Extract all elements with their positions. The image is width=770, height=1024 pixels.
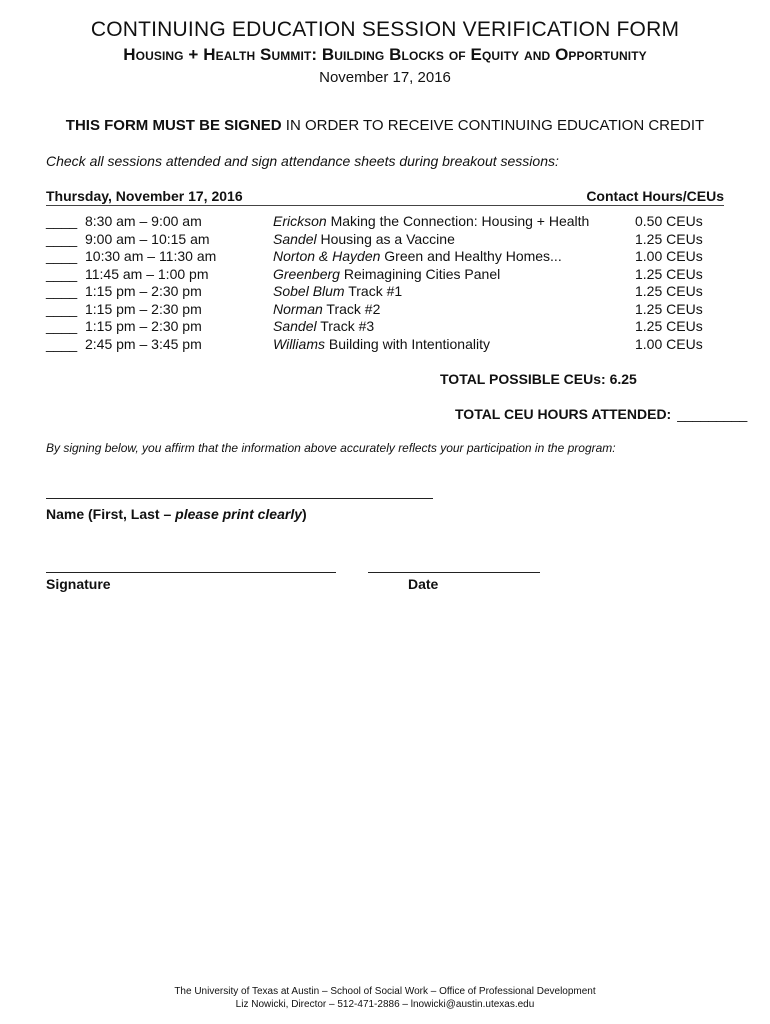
- session-title: [273, 336, 490, 352]
- session-name: Housing as a Vaccine: [316, 231, 455, 247]
- session-ceu: 1.00 CEUs: [635, 336, 703, 352]
- session-check-blank[interactable]: ____: [46, 318, 78, 334]
- session-row: [46, 266, 746, 283]
- session-time: 2:45 pm – 3:45 pm: [85, 336, 202, 352]
- session-title: [273, 283, 402, 299]
- session-check-blank[interactable]: ____: [46, 336, 78, 352]
- session-speaker: Greenberg: [273, 266, 340, 282]
- session-time: 11:45 am – 1:00 pm: [85, 266, 209, 282]
- session-name: Track #1: [344, 283, 403, 299]
- session-row: [46, 318, 746, 335]
- session-title: [273, 266, 500, 282]
- session-title: [273, 231, 455, 247]
- session-ceu: 1.25 CEUs: [635, 266, 703, 282]
- session-name: Track #2: [322, 301, 381, 317]
- footer-contact: Liz Nowicki, Director – 512-471-2886 – lnowicki@austin.utexas.edu: [235, 999, 535, 1010]
- session-ceu: 1.25 CEUs: [635, 301, 703, 317]
- session-speaker: Norton & Hayden: [273, 248, 381, 264]
- session-name: Green and Healthy Homes...: [380, 248, 562, 264]
- session-speaker: Sobel Blum: [273, 283, 345, 299]
- signature-line[interactable]: [46, 572, 336, 573]
- session-time: 1:15 pm – 2:30 pm: [85, 283, 202, 299]
- form-title: CONTINUING EDUCATION SESSION VERIFICATION FORM: [90, 18, 680, 41]
- session-title: [273, 318, 374, 334]
- signature-notice-rest: IN ORDER TO RECEIVE CONTINUING EDUCATION CREDIT: [281, 117, 705, 134]
- session-row: [46, 336, 746, 353]
- total-possible-ceus: TOTAL POSSIBLE CEUs: 6.25: [440, 371, 637, 387]
- session-row: [46, 248, 746, 265]
- name-label: [46, 506, 307, 522]
- event-date: November 17, 2016: [319, 69, 451, 86]
- total-hours-attended: [455, 406, 747, 422]
- schedule-header: [46, 188, 724, 206]
- session-ceu: 1.25 CEUs: [635, 283, 703, 299]
- session-ceu: 1.25 CEUs: [635, 318, 703, 334]
- session-check-blank[interactable]: ____: [46, 213, 78, 229]
- session-check-blank[interactable]: ____: [46, 283, 78, 299]
- date-line[interactable]: [368, 572, 540, 573]
- event-title: Housing + Health Summit: Building Blocks of Equity and Opportunity: [123, 45, 647, 64]
- session-speaker: Williams: [273, 336, 325, 352]
- session-name: Track #3: [316, 318, 375, 334]
- session-speaker: Erickson: [273, 213, 327, 229]
- name-label-prefix: Name (First, Last –: [46, 506, 176, 522]
- session-check-blank[interactable]: ____: [46, 266, 78, 282]
- signature-label: Signature: [46, 576, 111, 592]
- session-speaker: Sandel: [273, 318, 317, 334]
- session-check-blank[interactable]: ____: [46, 248, 78, 264]
- contact-hours-label: Contact Hours/CEUs: [586, 188, 724, 204]
- session-speaker: Norman: [273, 301, 323, 317]
- footer-organization: The University of Texas at Austin – School of Social Work – Office of Professional Development: [174, 986, 596, 997]
- session-time: 9:00 am – 10:15 am: [85, 231, 210, 247]
- total-hours-attended-field[interactable]: _________: [677, 406, 748, 422]
- session-name: Reimagining Cities Panel: [339, 266, 501, 282]
- session-time: 1:15 pm – 2:30 pm: [85, 318, 202, 334]
- signature-notice: [0, 117, 770, 134]
- instructions: Check all sessions attended and sign attendance sheets during breakout sessions:: [46, 153, 559, 169]
- session-name: Making the Connection: Housing + Health: [326, 213, 590, 229]
- session-title: [273, 248, 562, 264]
- name-label-italic: please print clearly: [175, 506, 302, 522]
- signature-notice-bold: THIS FORM MUST BE SIGNED: [65, 117, 282, 134]
- session-title: [273, 213, 589, 229]
- affirmation-text: By signing below, you affirm that the information above accurately reflects your participation in the program:: [46, 441, 616, 455]
- session-check-blank[interactable]: ____: [46, 231, 78, 247]
- session-row: [46, 231, 746, 248]
- session-row: [46, 213, 746, 230]
- session-title: [273, 301, 380, 317]
- session-ceu: 1.25 CEUs: [635, 231, 703, 247]
- session-name: Building with Intentionality: [324, 336, 490, 352]
- session-ceu: 0.50 CEUs: [635, 213, 703, 229]
- date-label: Date: [408, 576, 439, 592]
- session-time: 1:15 pm – 2:30 pm: [85, 301, 202, 317]
- session-time: 10:30 am – 11:30 am: [85, 248, 217, 264]
- session-check-blank[interactable]: ____: [46, 301, 78, 317]
- name-label-suffix: ): [302, 506, 307, 522]
- session-speaker: Sandel: [273, 231, 317, 247]
- session-time: 8:30 am – 9:00 am: [85, 213, 202, 229]
- session-ceu: 1.00 CEUs: [635, 248, 703, 264]
- session-row: [46, 301, 746, 318]
- session-row: [46, 283, 746, 300]
- schedule-day-label: Thursday, November 17, 2016: [46, 188, 243, 204]
- total-hours-attended-label: TOTAL CEU HOURS ATTENDED:: [455, 406, 672, 422]
- name-signature-line[interactable]: [46, 498, 433, 499]
